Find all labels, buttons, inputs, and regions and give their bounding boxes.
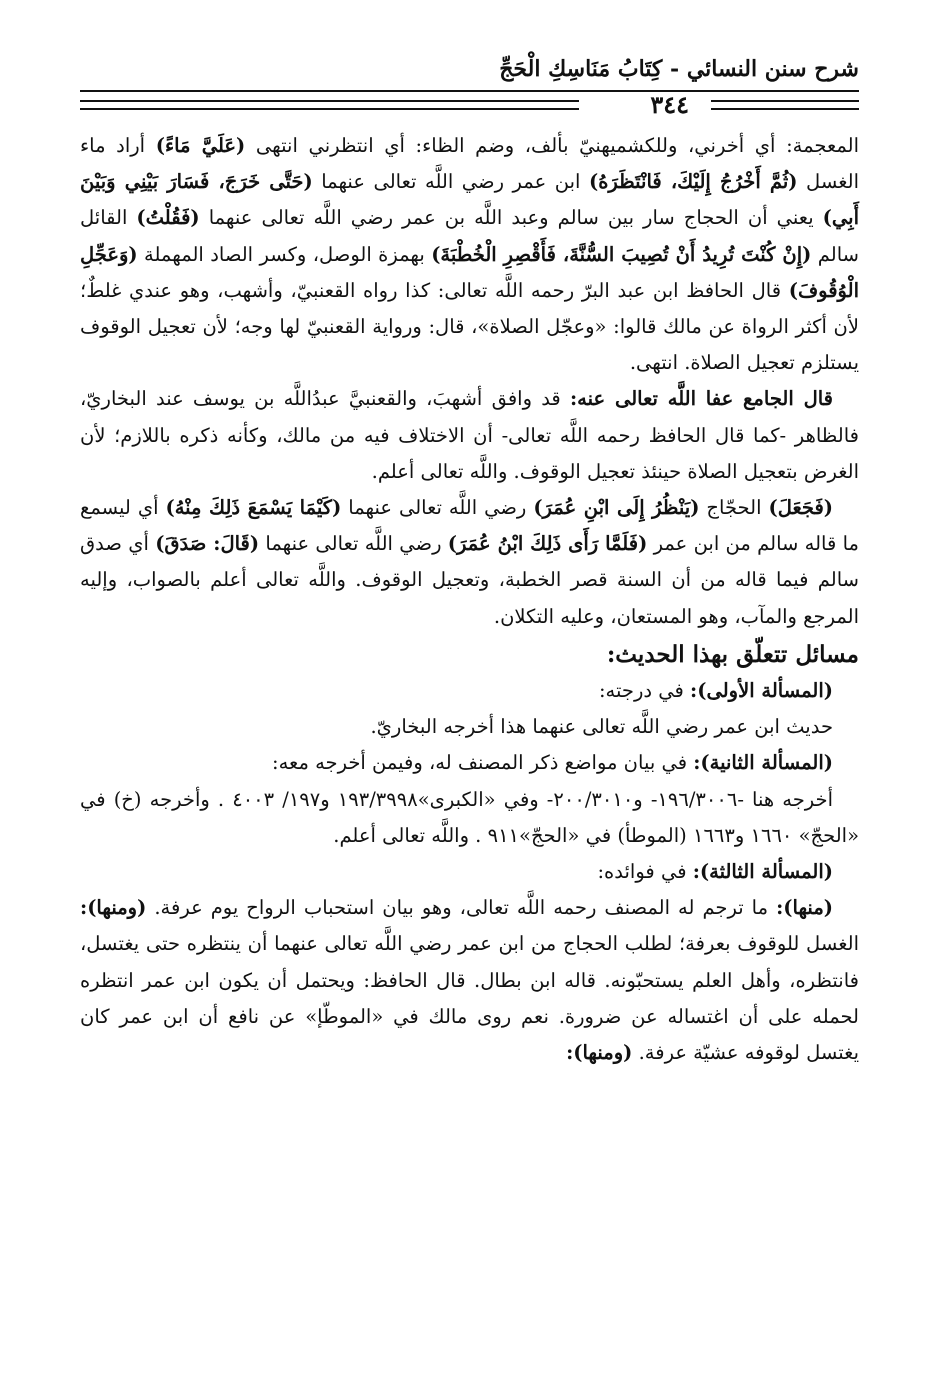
text-run: رضي اللَّه تعالى عنهما [341,496,534,520]
benefit-label: (منها): [776,896,833,920]
issue-label: (المسألة الثالثة): [692,860,833,884]
text-run: في بيان مواضع ذكر المصنف له، وفيمن أخرجه معه: [272,751,694,775]
benefit-label: (ومنها): [80,896,147,920]
issue-2-body: أخرجه هنا -١٩٦/٣٠٠٦- و٢٠٠/٣٠١٠- وفي «الكبرى»١٩٣/٣٩٩٨ و١٩٧/ ٤٠٠٣ . وأخرجه (خ) في «الحجّ» ١٦٦٠ و١٦٦٣ (الموطأ) في «الحجّ»٩١١ . واللَّه تعالى أعلم. [80,787,859,847]
text-run: قد وافق أشهبَ، والقعنبيَّ عبدُاللَّه بن يوسف عند البخاريّ، فالظاهر -كما قال الحافظ رحمه اللَّه تعالى- أن الاختلاف فيه من مالك، وكأنه ذكره باللازم؛ لأن الغرض بتعجيل الصلاة حينئذ تعجيل الوقوف. واللَّه تعالى أعلم. [80,387,859,483]
benefit-label: (ومنها): [566,1041,633,1065]
text-run: الحجّاج [699,496,769,520]
issue-1-heading [80,673,859,709]
compiler-note-lead: قال الجامع عفا اللَّه تعالى عنه: [569,387,833,411]
text-run: الغسل للوقوف بعرفة؛ لطلب الحجاج من ابن عمر رضي اللَّه تعالى عنهما أن ينتظره حتى يغتسل، فانتظره، وأهل العلم يستحبّونه. قاله ابن بطال. قال الحافظ: ويحتمل أن يكون ابن عمر انتظره لحمله على أن اغتساله عن ضرورة. نعم روى مالك في «الموطّإ» عن نافع أن ابن عمر كان يغتسل لوقوفه عشيّة عرفة. [80,932,859,1065]
paragraph-commentary-1 [80,128,859,381]
page-number: ٣٤٤ [650,90,689,119]
issue-label: (المسألة الأولى): [690,679,833,703]
text-run: رضي اللَّه تعالى عنهما [259,532,448,556]
hadith-quote: (عَلَيَّ مَاءً) [155,134,246,157]
hadith-quote: (وَعَجِّلِ الْوُقُوفَ) [80,242,859,302]
issue-3-body [80,890,859,1071]
hadith-quote: (فَجَعَلَ) [768,496,834,520]
header-double-rule-left [80,100,579,110]
issue-1-body: حديث ابن عمر رضي اللَّه تعالى عنهما هذا أخرجه البخاريّ. [370,715,833,739]
text-run: يعني أن الحجاج سار بين سالم وعبد اللَّه بن عمر رضي اللَّه تعالى عنهما [199,206,823,230]
hadith-quote: (قَالَ: صَدَقَ) [155,532,260,556]
text-run: في فوائده: [597,860,693,884]
text-run: القائل سالم [80,206,859,266]
paragraph-compiler-note [80,381,859,490]
hadith-quote: (فَقُلْتُ) [136,206,200,230]
hadith-quote: (إِنْ كُنْتَ تُرِيدُ أَنْ تُصِيبَ السُّنَّةَ، فَأَقْصِرِ الْخُطْبَةَ) [431,242,812,266]
issue-3-heading [80,854,859,890]
hadith-quote: (ثُمَّ أَخْرُجُ إِلَيْكَ، فَانْتَظَرَهُ) [588,170,798,194]
hadith-quote: (كَيْمَا يَسْمَعَ ذَلِكَ مِنْهُ) [165,496,342,520]
header-rule [80,90,859,92]
text-run: أي صدق سالم فيما قاله من أن السنة قصر الخطبة، وتعجيل الوقوف. واللَّه تعالى أعلم بالصواب، وإليه المرجع والمآب، وهو المستعان، وعليه التكلان. [80,532,859,628]
hadith-quote: (يَنْظُرُ إِلَى ابْنِ عُمَرَ) [533,496,700,520]
text-run: المعجمة: أي أخرني، وللكشميهنيّ بألف، وضم الظاء: أي انتظرني انتهى [245,134,860,157]
text-run: ما ترجم له المصنف رحمه اللَّه تعالى، وهو بيان استحباب الرواح يوم عرفة. [146,896,777,920]
section-heading: مسائل تتعلّق بهذا الحديث: [606,640,859,668]
issue-label: (المسألة الثانية): [693,751,833,775]
running-title: شرح سنن النسائي - كِتَابُ مَنَاسِكِ الْحَجِّ [499,56,859,82]
issue-2-heading [80,745,859,781]
text-run: قال الحافظ ابن عبد البرّ رحمه اللَّه تعالى: كذا رواه القعنبيّ، وأشهب، وهو عندي غلطٌ؛ لأن أكثر الرواة عن مالك قالوا: «وعجّل الصلاة»، قال: ورواية القعنبيّ لها وجه؛ لأن تعجيل الوقوف يستلزم تعجيل الصلاة. انتهى. [80,278,859,375]
header-double-rule-right [711,100,859,110]
hadith-quote: (فَلَمَّا رَأَى ذَلِكَ ابْنُ عُمَرَ) [447,532,648,556]
hadith-quote: (حَتَّى خَرَجَ، فَسَارَ بَيْنِي وَبَيْنَ أَبِي) [80,170,859,230]
page-body [80,128,859,1071]
text-run: أراد ماء الغسل [80,134,859,194]
text-run: أي ليسمع ما قاله سالم من ابن عمر [80,496,859,556]
text-run: بهمزة الوصل، وكسر الصاد المهملة [137,242,432,266]
text-run: في درجته: [598,679,691,703]
text-run: ابن عمر رضي اللَّه تعالى عنهما [312,170,589,194]
page-header [80,54,859,119]
paragraph-commentary-2 [80,490,859,635]
